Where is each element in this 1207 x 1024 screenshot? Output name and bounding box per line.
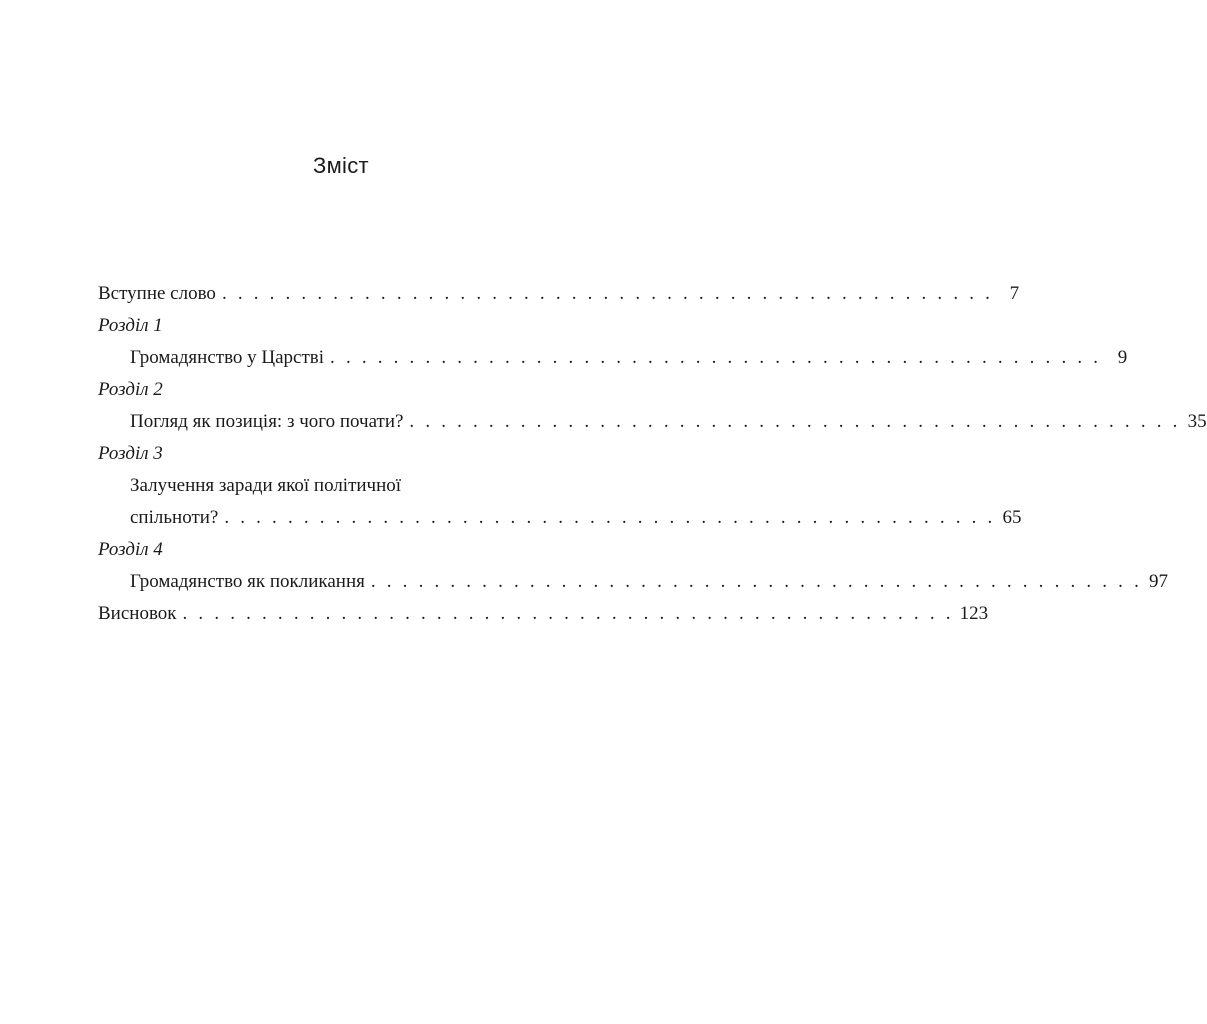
dot-leader: . . . . . . . . . . . . . . . . . . . . . . . . . . . . . . . . . . . . . . . . . . . . . . . . .: [224, 507, 996, 528]
table-of-contents: [98, 280, 1207, 632]
toc-entry-label: Вступне слово: [98, 283, 216, 304]
toc-page-number: 65: [1002, 507, 1022, 528]
chapter-heading-1: Розділ 1: [98, 315, 163, 336]
toc-entry-chapter-1: [98, 344, 1128, 376]
toc-entry-label: спільноти?: [130, 507, 219, 528]
dot-leader: . . . . . . . . . . . . . . . . . . . . . . . . . . . . . . . . . . . . . . . . . . . . . . . . .: [221, 283, 994, 304]
toc-page-number: 9: [1117, 347, 1128, 368]
toc-entry-label: Громадянство як покликання: [130, 571, 365, 592]
dot-leader: . . . . . . . . . . . . . . . . . . . . . . . . . . . . . . . . . . . . . . . . . . . . . . . . .: [182, 603, 954, 624]
toc-entry-conclusion: [98, 600, 989, 632]
dot-leader: . . . . . . . . . . . . . . . . . . . . . . . . . . . . . . . . . . . . . . . . . . . . . . . . .: [370, 571, 1143, 592]
toc-entry-label: Громадянство у Царстві: [130, 347, 325, 368]
dot-leader: . . . . . . . . . . . . . . . . . . . . . . . . . . . . . . . . . . . . . . . . . . . . . . . . .: [409, 411, 1181, 432]
toc-entry-label: Висновок: [98, 603, 177, 624]
toc-page-number: 35: [1187, 411, 1207, 432]
toc-entry-chapter-3-line-1: Залучення заради якої політичної: [130, 475, 402, 496]
toc-entry-intro: [98, 280, 1020, 312]
toc-page-number: 97: [1149, 571, 1169, 592]
dot-leader: . . . . . . . . . . . . . . . . . . . . . . . . . . . . . . . . . . . . . . . . . . . . . . . . .: [330, 347, 1102, 368]
page-title: Зміст: [313, 153, 369, 178]
toc-entry-chapter-4: [98, 568, 1169, 600]
toc-entry-chapter-2: [98, 408, 1207, 440]
toc-page-number: 7: [1009, 283, 1020, 304]
chapter-heading-4: Розділ 4: [98, 539, 163, 560]
toc-page-number: 123: [959, 603, 989, 624]
toc-entry-chapter-3: [98, 504, 1022, 536]
chapter-heading-2: Розділ 2: [98, 379, 163, 400]
toc-entry-label: Погляд як позиція: з чого почати?: [130, 411, 404, 432]
chapter-heading-3: Розділ 3: [98, 443, 163, 464]
